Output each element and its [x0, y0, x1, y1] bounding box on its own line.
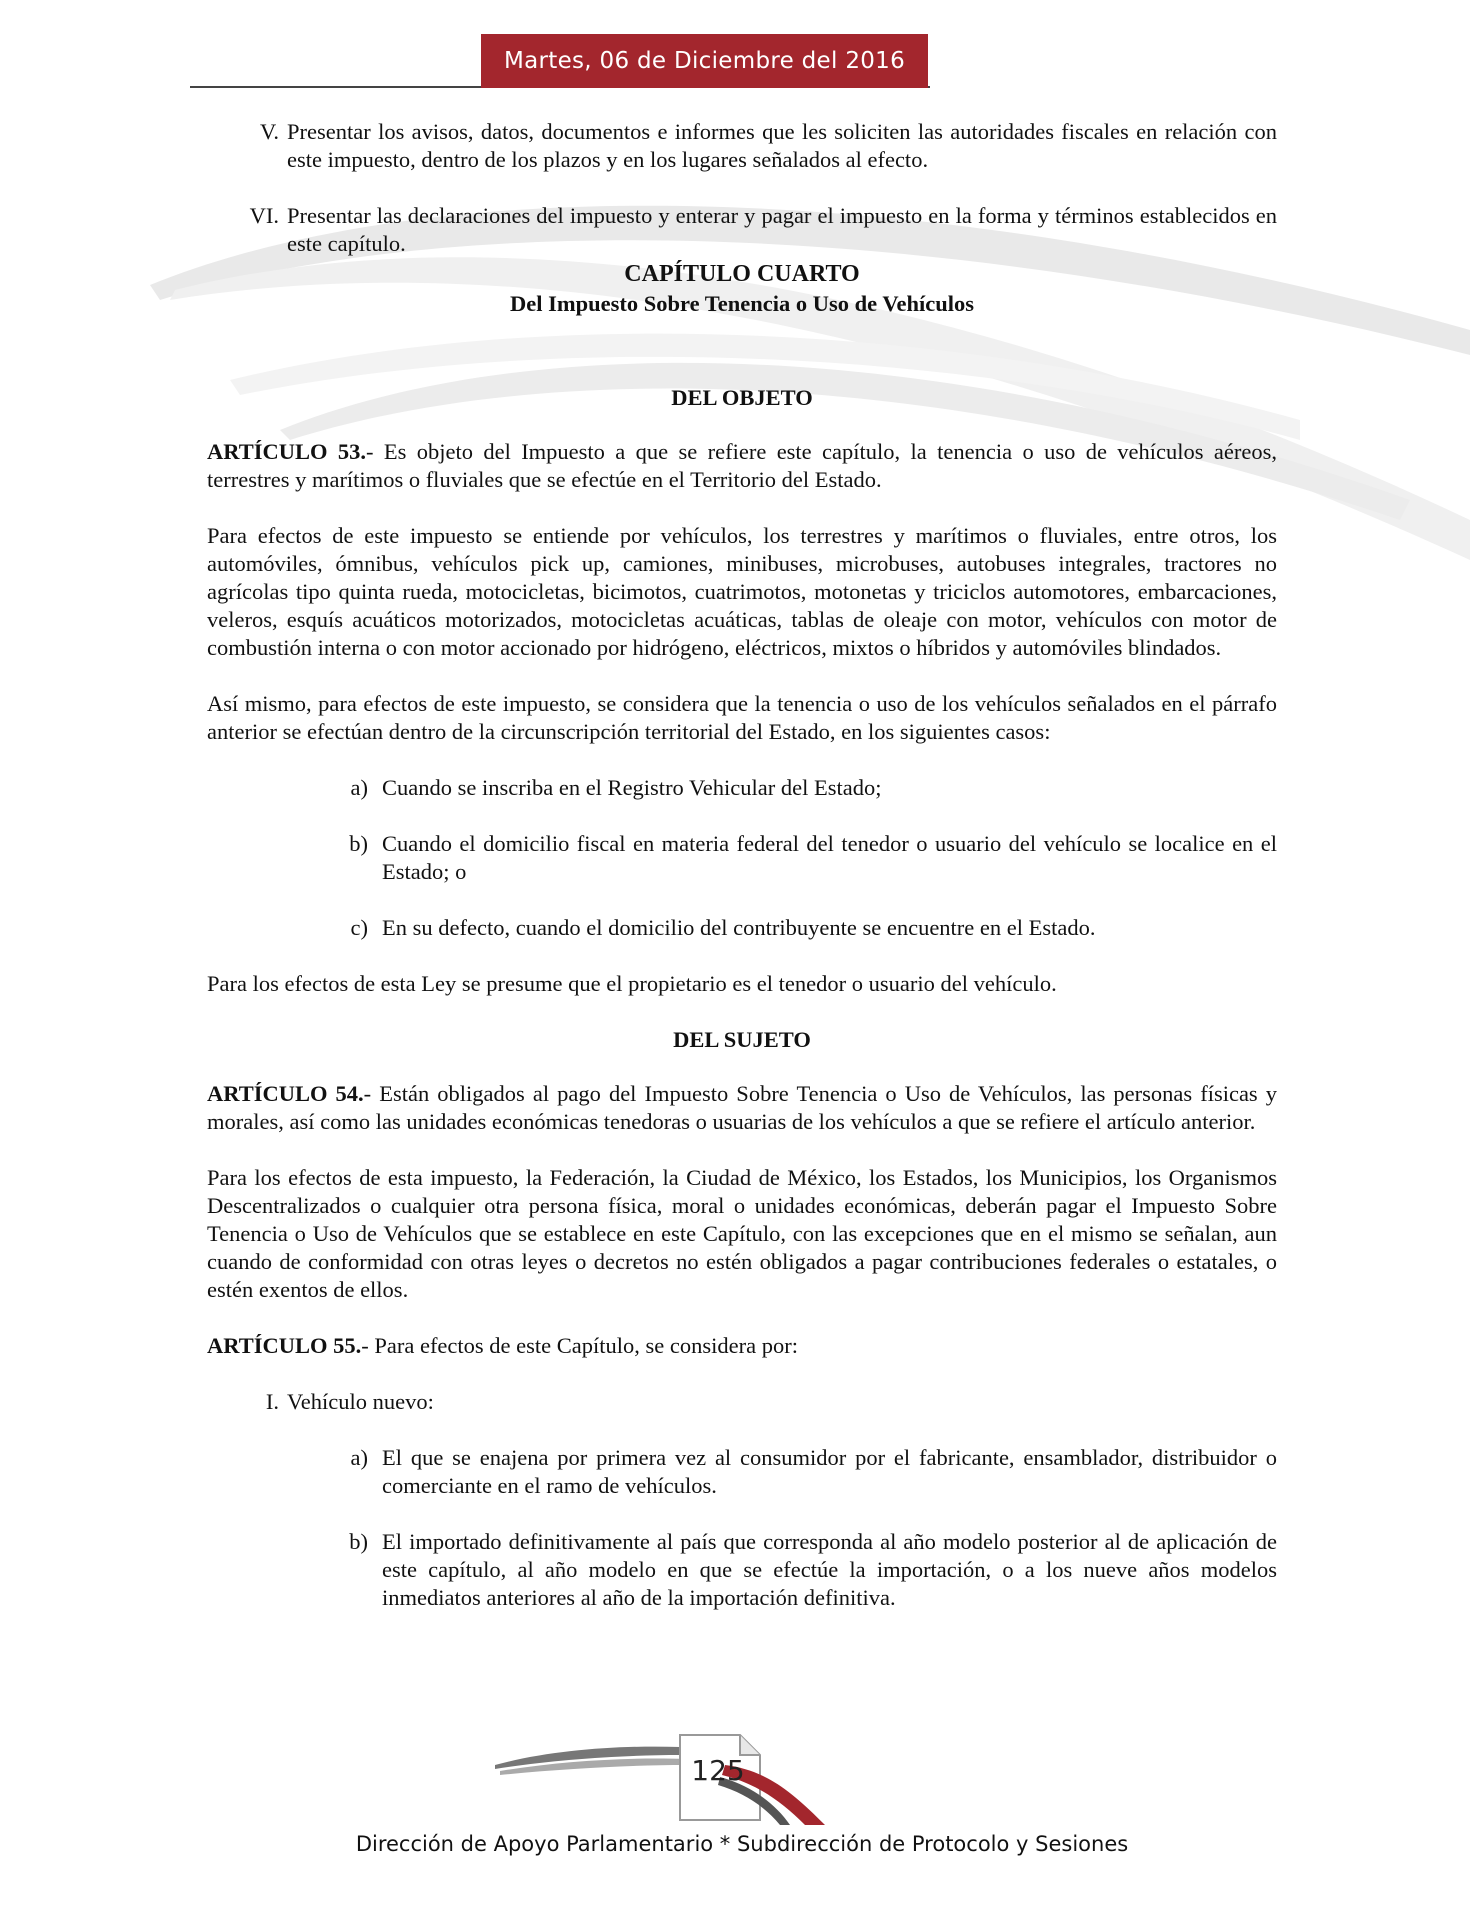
list-text: Cuando el domicilio fiscal en materia federal del tenedor o usuario del vehículo se localice en el Estado; o	[382, 831, 1277, 884]
list-number: c)	[350, 915, 368, 940]
chapter-title: CAPÍTULO CUARTO	[624, 261, 860, 287]
list-item-i	[257, 1388, 1277, 1416]
footer-text: Dirección de Apoyo Parlamentario * Subdirección de Protocolo y Sesiones	[355, 1832, 1129, 1856]
article-text: - Es objeto del Impuesto a que se refiere este capítulo, la tenencia o uso de vehículos aéreos, terrestres y marítimos o fluviales que se efectúe en el Territorio del Estado.	[207, 439, 1277, 492]
list-item-case-b	[342, 830, 1277, 886]
article-55	[207, 1332, 1277, 1360]
article-text: - Para efectos de este Capítulo, se considera por:	[361, 1333, 798, 1358]
list-number: V.	[260, 119, 279, 144]
list-number: VI.	[249, 203, 279, 228]
paragraph-asimismo: Así mismo, para efectos de este impuesto, se considera que la tenencia o uso de los vehículos señalados en el párrafo anterior se efectúan dentro de la circunscripción territorial del Estado, en los siguientes casos:	[207, 691, 1277, 744]
list-text: En su defecto, cuando el domicilio del contribuyente se encuentre en el Estado.	[382, 915, 1096, 940]
chapter-subtitle: Del Impuesto Sobre Tenencia o Uso de Vehículos	[509, 291, 975, 316]
page-number: 125	[691, 1754, 745, 1787]
list-text: El que se enajena por primera vez al consumidor por el fabricante, ensamblador, distribuidor o comerciante en el ramo de vehículos.	[382, 1445, 1277, 1498]
list-item-nuevo-b	[342, 1528, 1277, 1612]
list-number: b)	[349, 1529, 368, 1554]
list-item-nuevo-a	[342, 1444, 1277, 1500]
header-date-banner	[481, 34, 928, 88]
list-item-case-c	[342, 914, 1277, 942]
list-number: a)	[350, 775, 368, 800]
list-text: Presentar las declaraciones del impuesto y enterar y pagar el impuesto en la forma y términos establecidos en este capítulo.	[287, 203, 1277, 256]
header-date: Martes, 06 de Diciembre del 2016	[503, 48, 906, 74]
list-number: I.	[265, 1389, 279, 1414]
list-text: Cuando se inscriba en el Registro Vehicular del Estado;	[382, 775, 882, 800]
article-54	[207, 1080, 1277, 1136]
article-53	[207, 438, 1277, 494]
document-body	[207, 118, 1277, 1612]
list-item-v	[247, 118, 1277, 174]
section-heading-objeto: DEL OBJETO	[671, 385, 813, 410]
footer-page-swoosh-graphic	[490, 1725, 830, 1825]
paragraph-presume: Para los efectos de esta Ley se presume que el propietario es el tenedor o usuario del vehículo.	[207, 971, 1057, 996]
article-label: ARTÍCULO 53.	[207, 439, 366, 464]
list-text: Presentar los avisos, datos, documentos e informes que les soliciten las autoridades fiscales en relación con este impuesto, dentro de los plazos y en los lugares señalados al efecto.	[287, 119, 1277, 172]
list-item-case-a	[342, 774, 1277, 802]
article-label: ARTÍCULO 54.	[207, 1081, 364, 1106]
paragraph-federacion: Para los efectos de esta impuesto, la Federación, la Ciudad de México, los Estados, los Municipios, los Organismos Descentralizados o cualquier otra persona física, moral o unidades económicas, deberán pagar el Impuesto Sobre Tenencia o Uso de Vehículos que se establece en este Capítulo, con las excepciones que en el mismo se señalan, aun cuando de conformidad con otras leyes o decretos no estén obligados a pagar contribuciones federales o estatales, o estén exentos de ellos.	[207, 1165, 1277, 1302]
section-heading-sujeto: DEL SUJETO	[673, 1027, 811, 1052]
list-number: b)	[349, 831, 368, 856]
article-text: - Están obligados al pago del Impuesto Sobre Tenencia o Uso de Vehículos, las personas físicas y morales, así como las unidades económicas tenedoras o usuarias de los vehículos a que se refiere el artículo anterior.	[207, 1081, 1277, 1134]
paragraph-vehiculos: Para efectos de este impuesto se entiende por vehículos, los terrestres y marítimos o fluviales, entre otros, los automóviles, ómnibus, vehículos pick up, camiones, minibuses, microbuses, autobuses integrales, tractores no agrícolas tipo quinta rueda, motocicletas, bicimotos, cuatrimotos, motonetas y triciclos automotores, embarcaciones, veleros, esquís acuáticos motorizados, motocicletas acuáticas, tablas de oleaje con motor, vehículos con motor de combustión interna o con motor accionado por hidrógeno, eléctricos, mixtos o híbridos y automóviles blindados.	[207, 523, 1277, 660]
article-label: ARTÍCULO 55.	[207, 1333, 362, 1358]
list-text: Vehículo nuevo:	[287, 1389, 434, 1414]
list-text: El importado definitivamente al país que corresponda al año modelo posterior al de aplicación de este capítulo, al año modelo en que se efectúe la importación, o a los nueve años modelos inmediatos anteriores al año de la importación definitiva.	[382, 1529, 1277, 1610]
list-item-vi	[240, 202, 1277, 258]
list-number: a)	[350, 1445, 368, 1470]
